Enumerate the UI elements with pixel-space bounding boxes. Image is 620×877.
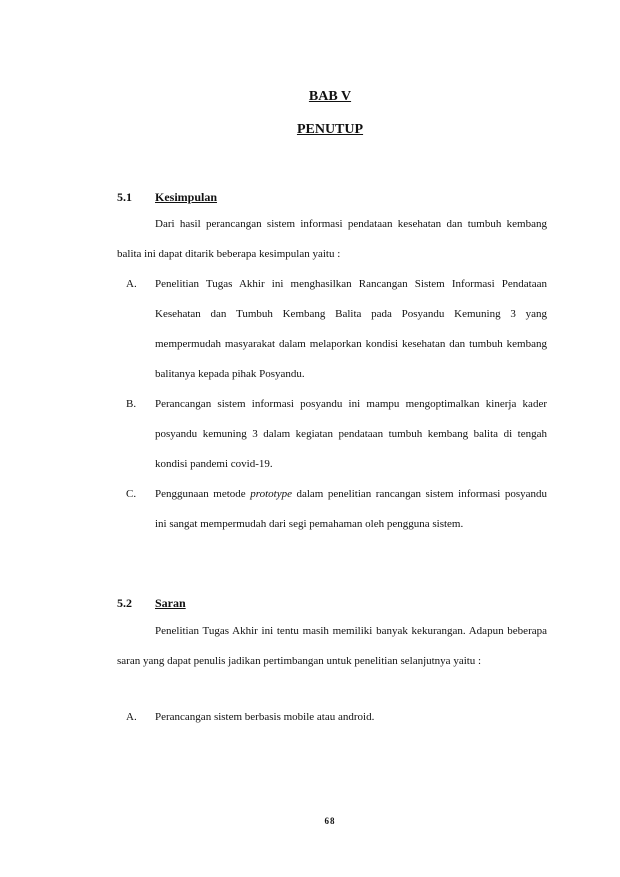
- section-2-number: 5.2: [117, 596, 132, 610]
- section-1-heading: [117, 190, 217, 205]
- suggestion-list: [117, 702, 547, 732]
- list-item-text-after: dalam penelitian rancangan sistem informasi posyandu ini sangat mempermudah dari segi pemahaman oleh pengguna sistem.: [155, 488, 547, 530]
- list-item: [117, 389, 547, 479]
- list-item-text-before: Penggunaan metode: [155, 488, 251, 500]
- list-marker: B.: [126, 398, 137, 410]
- section-1-intro: Dari hasil perancangan sistem informasi pendataan kesehatan dan tumbuh kembang balita ini dapat ditarik beberapa kesimpulan yaitu :: [117, 218, 547, 260]
- list-item-text: Perancangan sistem berbasis mobile atau android.: [155, 711, 375, 723]
- list-item: [117, 269, 547, 389]
- section-2-title: Saran: [155, 596, 186, 610]
- list-item: [117, 479, 547, 539]
- list-item-text: Perancangan sistem informasi posyandu ini mampu mengoptimalkan kinerja kader posyandu kemuning 3 dalam kegiatan pendataan tumbuh kembang balita di tengah kondisi pandemi covid-19.: [155, 398, 547, 470]
- page-number: 68: [324, 816, 336, 826]
- list-marker: A.: [126, 278, 137, 290]
- section-2-intro: Penelitian Tugas Akhir ini tentu masih memiliki banyak kekurangan. Adapun beberapa saran yang dapat penulis jadikan pertimbangan untuk penelitian selanjutnya yaitu :: [117, 625, 547, 667]
- section-2-heading: [117, 596, 186, 611]
- conclusion-list: [117, 269, 547, 539]
- chapter-heading: BAB V: [308, 89, 352, 104]
- list-item: [117, 702, 547, 732]
- list-item-text-italic: prototype: [250, 488, 292, 500]
- chapter-title: PENUTUP: [296, 122, 364, 137]
- section-1-title: Kesimpulan: [155, 190, 218, 204]
- list-marker: A.: [126, 711, 137, 723]
- list-item-text: Penelitian Tugas Akhir ini menghasilkan Rancangan Sistem Informasi Pendataan Kesehatan dan Tumbuh Kembang Balita pada Posyandu Kemuning 3 yang mempermudah masyarakat dalam melaporkan kondisi kesehatan dan tumbuh kembang balitanya kepada pihak Posyandu.: [155, 278, 547, 380]
- section-1-number: 5.1: [117, 190, 132, 204]
- list-marker: C.: [126, 488, 137, 500]
